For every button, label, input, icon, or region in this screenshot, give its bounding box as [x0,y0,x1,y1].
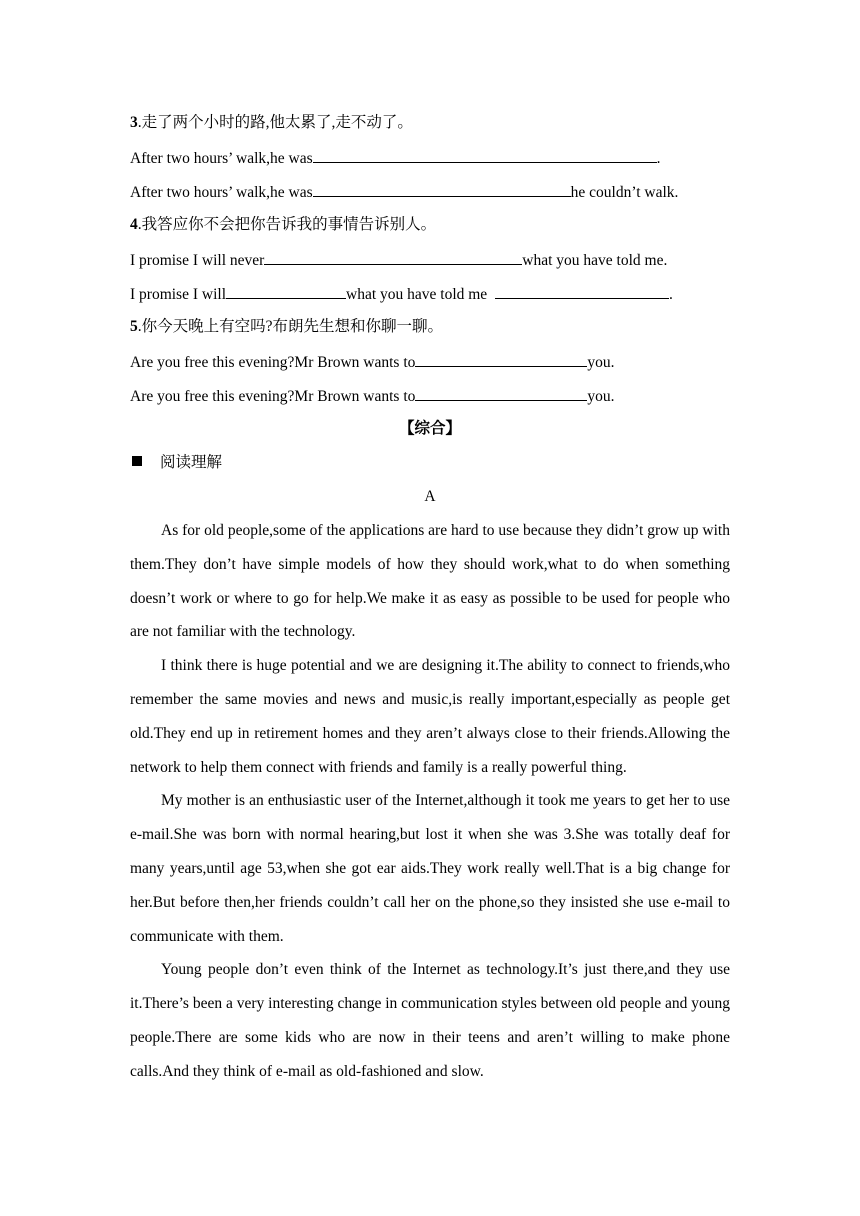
sentence-prefix: Are you free this evening?Mr Brown wants to [130,388,416,405]
item-number: 3 [130,114,138,131]
answer-blank[interactable] [415,344,587,367]
item-4-line-2 [130,276,730,310]
section-title: 【综合】 [398,420,461,437]
sentence-suffix: he couldn’t walk. [570,184,679,201]
answer-blank[interactable] [313,140,657,163]
passage-title: A [424,488,436,505]
answer-blank[interactable] [495,276,669,299]
sentence-suffix: . [668,286,673,303]
subsection-label: 阅读理解 [160,454,223,471]
sentence-suffix: what you have told me. [522,252,668,269]
answer-blank[interactable] [313,174,571,197]
sentence-middle: what you have told me [346,286,488,303]
passage-paragraph: Young people don’t even think of the Internet as technology.It’s just there,and they use it.There’s been a very interesting change in communication styles between old people and young people.There are some kids who are now in their teens and aren’t willing to make phone calls.And they think of e-mail as old-fashioned and slow. [130,961,731,1080]
item-5-line-2 [130,378,730,412]
sentence-prefix: After two hours’ walk,he was [130,150,313,167]
sentence-suffix: . [656,150,661,167]
item-number: 5 [130,318,138,335]
answer-blank[interactable] [415,378,587,401]
subsection-heading [130,446,730,480]
answer-blank[interactable] [264,242,522,265]
passage-paragraph: I think there is huge potential and we are designing it.The ability to connect to friends,who remember the same movies and news and music,is really important,especially as people get old.They end up in retirement homes and they aren’t always close to their friends.Allowing the network to help them connect with friends and family is a really powerful thing. [130,657,730,776]
item-number: 4 [130,216,138,233]
item-chinese: .你今天晚上有空吗?布朗先生想和你聊一聊。 [137,318,444,335]
sentence-prefix: I promise I will never [130,252,265,269]
square-bullet-icon [132,456,142,466]
item-4-line-1 [130,242,730,276]
item-chinese: .我答应你不会把你告诉我的事情告诉别人。 [137,216,437,233]
item-3-line-2 [130,174,730,208]
passage-paragraph: My mother is an enthusiastic user of the Internet,although it took me years to get her to use e-mail.She was born with normal hearing,but lost it when she was 3.She was totally deaf for many years,until age 53,when she got ear aids.They work really well.That is a big change for her.But before then,her friends couldn’t call her on the phone,so they insisted she use e-mail to communicate with them. [130,792,730,945]
answer-blank[interactable] [226,276,346,299]
item-chinese: .走了两个小时的路,他太累了,走不动了。 [137,114,413,131]
passage-paragraph: As for old people,some of the applications are hard to use because they didn’t grow up with them.They don’t have simple models of how they should work,what to do when something doesn’t work or where to go for help.We make it as easy as possible to be used for people who are not familiar with the technology. [130,522,730,641]
item-5-prompt [130,310,730,344]
sentence-prefix: I promise I will [130,286,226,303]
sentence-suffix: you. [587,388,615,405]
sentence-prefix: Are you free this evening?Mr Brown wants to [130,354,416,371]
item-4-prompt [130,208,730,242]
sentence-suffix: you. [587,354,615,371]
item-3-line-1 [130,140,730,174]
sentence-prefix: After two hours’ walk,he was [130,184,313,201]
document-page [130,106,730,1089]
item-3-prompt [130,106,730,140]
item-5-line-1 [130,344,730,378]
